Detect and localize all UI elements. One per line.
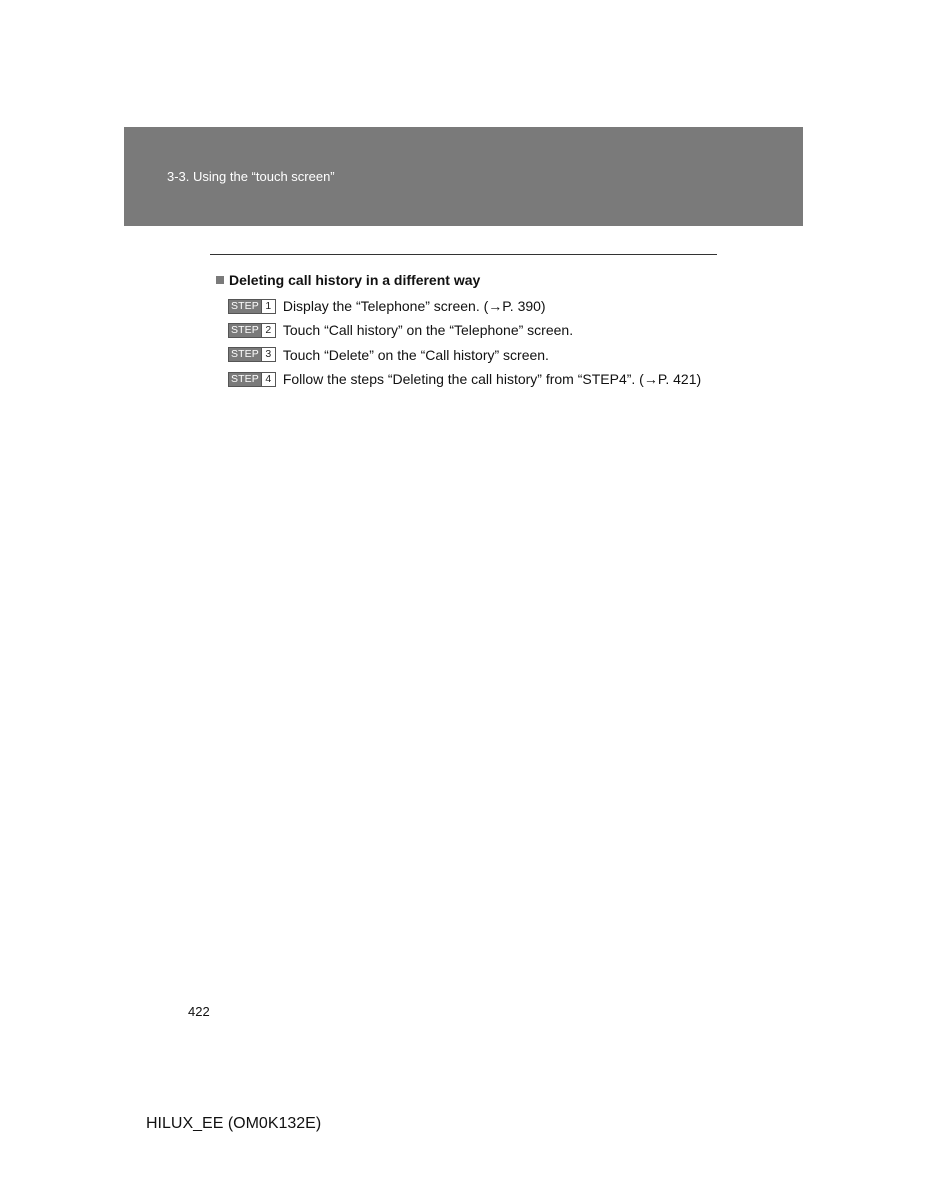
step-item [228,367,734,391]
step-badge [228,347,276,362]
step-text: Touch “Delete” on the “Call history” screen. [282,346,549,363]
step-badge-number: 3 [261,348,275,361]
step-text: Display the “Telephone” screen. (→P. 390) [282,298,546,315]
step-text: Follow the steps “Deleting the call history” from “STEP4”. (→P. 421) [282,371,702,388]
subheading [214,270,734,290]
step-badge-label: STEP [231,299,259,312]
step-badge-label: STEP [231,323,259,336]
step-badge [228,323,276,338]
section-title: 3-3. Using the “touch screen” [167,169,335,184]
step-badge [228,372,276,387]
step-item [228,343,734,367]
content-area [214,270,734,391]
step-item [228,294,734,318]
step-badge [228,299,276,314]
section-header-band [124,127,803,226]
page-number: 422 [188,1004,210,1019]
square-bullet-icon [216,276,224,284]
divider-line [210,254,717,255]
step-text: Touch “Call history” on the “Telephone” screen. [282,322,574,339]
step-badge-number: 1 [261,300,275,313]
step-list [214,294,734,391]
document-code: HILUX_EE (OM0K132E) [146,1115,322,1132]
step-badge-label: STEP [231,348,259,361]
subheading-text: Deleting call history in a different way [229,272,481,288]
step-badge-number: 4 [261,373,275,386]
step-item [228,318,734,342]
step-badge-label: STEP [231,372,259,385]
step-badge-number: 2 [261,324,275,337]
